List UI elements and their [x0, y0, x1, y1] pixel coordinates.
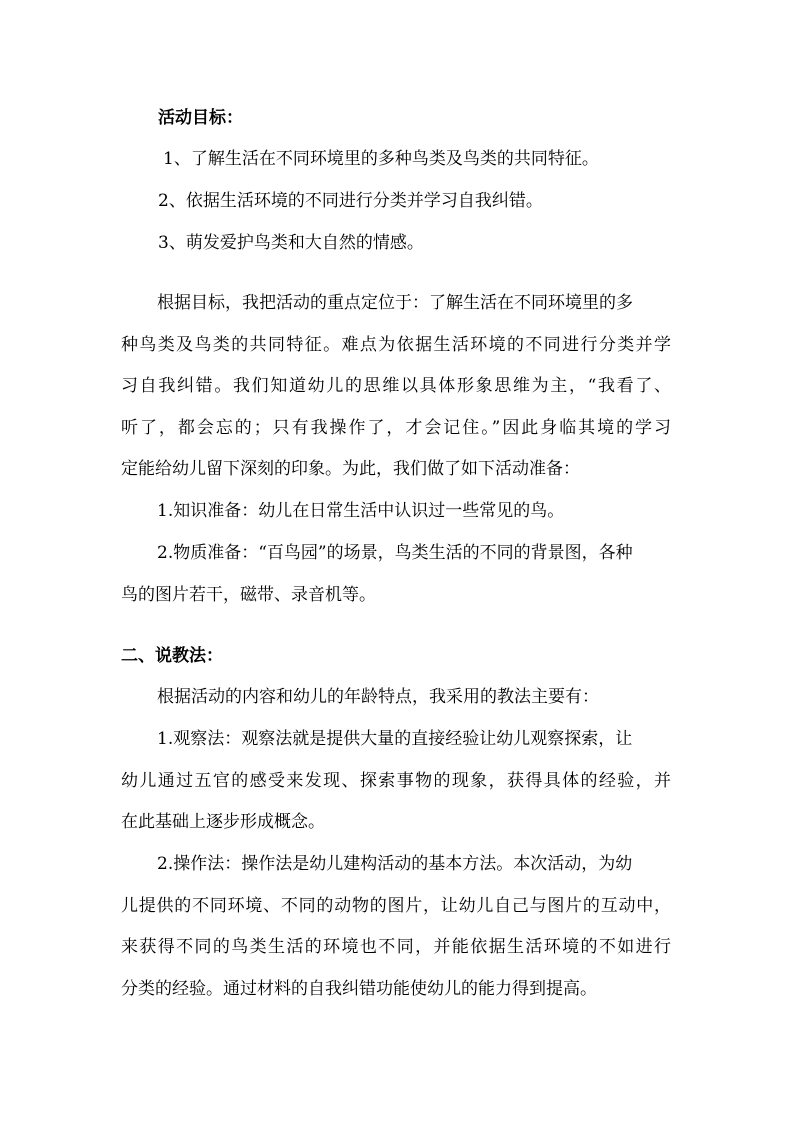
prep-material-line-1: 2.物质准备：“百鸟园”的场景，鸟类生活的不同的背景图，各种 — [157, 543, 633, 563]
observe-method-line-3: 在此基础上逐步形成概念。 — [121, 812, 325, 832]
focus-paragraph-line-5: 定能给幼儿留下深刻的印象。为此，我们做了如下活动准备： — [121, 459, 580, 479]
observe-method-line-1: 1.观察法：观察法就是提供大量的直接经验让幼儿观察探索，让 — [157, 729, 633, 749]
focus-paragraph-line-4: 听了，都会忘的；只有我操作了，才会记住。”因此身临其境的学习 — [121, 418, 671, 438]
operate-method-line-4: 分类的经验。通过材料的自我纠错功能使幼儿的能力得到提高。 — [121, 979, 597, 999]
prep-material-line-2: 鸟的图片若干，磁带、录音机等。 — [121, 585, 376, 605]
operate-method-line-3: 来获得不同的鸟类生活的环境也不同，并能依据生活环境的不如进行 — [121, 937, 671, 957]
observe-method-line-2: 幼儿通过五官的感受来发现、探索事物的现象，获得具体的经验，并 — [121, 771, 671, 791]
methods-intro: 根据活动的内容和幼儿的年龄特点，我采用的教法主要有： — [157, 687, 599, 707]
methods-heading: 二、说教法： — [121, 646, 223, 666]
operate-method-line-2: 儿提供的不同环境、不同的动物的图片，让幼儿自己与图片的互动中， — [121, 896, 671, 916]
focus-paragraph-line-1: 根据目标，我把活动的重点定位于：了解生活在不同环境里的多 — [157, 293, 633, 313]
operate-method-line-1: 2.操作法：操作法是幼儿建构活动的基本方法。本次活动，为幼 — [157, 854, 633, 874]
goal-item-3: 3、萌发爱护鸟类和大自然的情感。 — [158, 233, 424, 253]
goals-heading: 活动目标： — [158, 108, 243, 128]
goal-item-1: 1、了解生活在不同环境里的多种鸟类及鸟类的共同特征。 — [163, 149, 599, 169]
prep-knowledge: 1.知识准备：幼儿在日常生活中认识过一些常见的鸟。 — [157, 501, 565, 521]
focus-paragraph-line-2: 种鸟类及鸟类的共同特征。难点为依据生活环境的不同进行分类并学 — [121, 335, 671, 355]
focus-paragraph-line-3: 习自我纠错。我们知道幼儿的思维以具体形象思维为主，“我看了、 — [121, 376, 671, 396]
goal-item-2: 2、依据生活环境的不同进行分类并学习自我纠错。 — [158, 191, 543, 211]
